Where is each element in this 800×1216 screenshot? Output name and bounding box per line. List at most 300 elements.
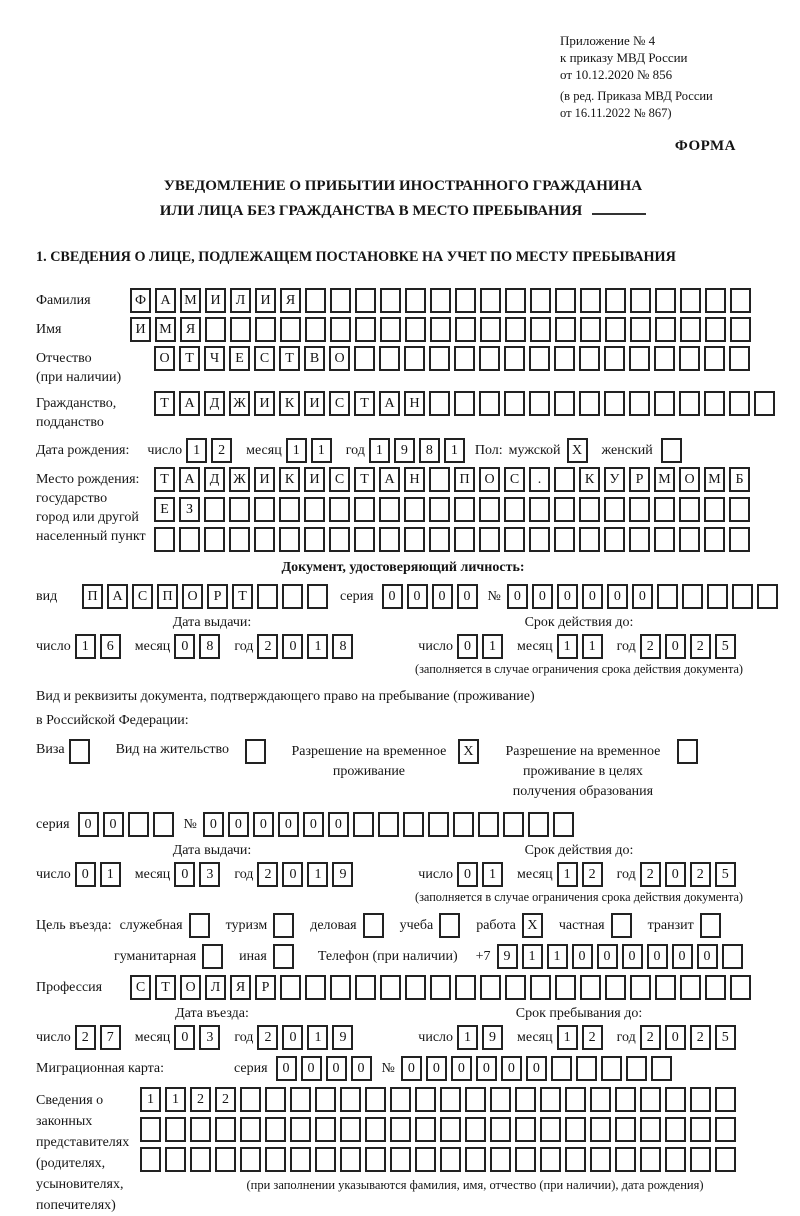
char-cell[interactable]: 0 xyxy=(75,862,96,887)
char-cell[interactable] xyxy=(204,497,225,522)
char-cell[interactable] xyxy=(190,1147,211,1172)
char-cell[interactable] xyxy=(355,317,376,342)
char-cell[interactable]: Д xyxy=(204,391,225,416)
char-cell[interactable] xyxy=(630,288,651,313)
char-cell[interactable] xyxy=(154,527,175,552)
char-cell[interactable] xyxy=(529,391,550,416)
char-cell[interactable] xyxy=(529,527,550,552)
char-cell[interactable] xyxy=(654,391,675,416)
char-cell[interactable] xyxy=(454,391,475,416)
char-cell[interactable]: 2 xyxy=(640,862,661,887)
char-cell[interactable]: Н xyxy=(404,467,425,492)
char-cell[interactable] xyxy=(504,497,525,522)
char-cell[interactable] xyxy=(604,497,625,522)
char-cell[interactable]: Я xyxy=(180,317,201,342)
char-cell[interactable]: В xyxy=(304,346,325,371)
char-cell[interactable]: 0 xyxy=(426,1056,447,1081)
char-cell[interactable] xyxy=(415,1147,436,1172)
char-cell[interactable] xyxy=(479,527,500,552)
char-cell[interactable] xyxy=(730,317,751,342)
char-cell[interactable] xyxy=(455,288,476,313)
char-cell[interactable] xyxy=(605,288,626,313)
char-cell[interactable] xyxy=(254,497,275,522)
char-cell[interactable]: Я xyxy=(230,975,251,1000)
char-cell[interactable] xyxy=(440,1147,461,1172)
char-cell[interactable] xyxy=(282,584,303,609)
char-cell[interactable]: П xyxy=(82,584,103,609)
char-cell[interactable] xyxy=(379,497,400,522)
char-cell[interactable] xyxy=(479,497,500,522)
char-cell[interactable]: С xyxy=(504,467,525,492)
char-cell[interactable] xyxy=(626,1056,647,1081)
char-cell[interactable] xyxy=(380,975,401,1000)
char-cell[interactable] xyxy=(453,812,474,837)
char-cell[interactable] xyxy=(505,317,526,342)
char-cell[interactable] xyxy=(305,317,326,342)
char-cell[interactable]: 1 xyxy=(547,944,568,969)
char-cell[interactable]: 0 xyxy=(665,862,686,887)
char-cell[interactable] xyxy=(480,288,501,313)
char-cell[interactable] xyxy=(757,584,778,609)
char-cell[interactable] xyxy=(480,975,501,1000)
char-cell[interactable] xyxy=(553,812,574,837)
char-cell[interactable]: 0 xyxy=(282,862,303,887)
char-cell[interactable] xyxy=(554,467,575,492)
char-cell[interactable] xyxy=(255,317,276,342)
char-cell[interactable] xyxy=(254,527,275,552)
char-cell[interactable] xyxy=(315,1087,336,1112)
char-cell[interactable] xyxy=(707,584,728,609)
residence-permit-checkbox[interactable] xyxy=(245,739,266,764)
char-cell[interactable]: И xyxy=(130,317,151,342)
char-cell[interactable] xyxy=(140,1117,161,1142)
char-cell[interactable]: 2 xyxy=(211,438,232,463)
char-cell[interactable] xyxy=(455,975,476,1000)
char-cell[interactable]: 9 xyxy=(394,438,415,463)
char-cell[interactable] xyxy=(615,1087,636,1112)
char-cell[interactable] xyxy=(415,1087,436,1112)
char-cell[interactable]: 0 xyxy=(526,1056,547,1081)
char-cell[interactable] xyxy=(429,467,450,492)
char-cell[interactable]: Т xyxy=(154,391,175,416)
char-cell[interactable] xyxy=(428,812,449,837)
char-cell[interactable]: . xyxy=(529,467,550,492)
char-cell[interactable]: 0 xyxy=(457,584,478,609)
char-cell[interactable] xyxy=(153,812,174,837)
char-cell[interactable]: 0 xyxy=(507,584,528,609)
char-cell[interactable] xyxy=(315,1147,336,1172)
char-cell[interactable] xyxy=(551,1056,572,1081)
char-cell[interactable] xyxy=(390,1147,411,1172)
char-cell[interactable]: 2 xyxy=(640,1025,661,1050)
char-cell[interactable]: 2 xyxy=(257,1025,278,1050)
char-cell[interactable] xyxy=(215,1117,236,1142)
char-cell[interactable]: Т xyxy=(279,346,300,371)
char-cell[interactable] xyxy=(128,812,149,837)
char-cell[interactable]: 0 xyxy=(632,584,653,609)
char-cell[interactable] xyxy=(165,1117,186,1142)
char-cell[interactable] xyxy=(705,317,726,342)
char-cell[interactable]: М xyxy=(155,317,176,342)
char-cell[interactable]: С xyxy=(329,391,350,416)
char-cell[interactable]: 1 xyxy=(186,438,207,463)
char-cell[interactable] xyxy=(540,1147,561,1172)
char-cell[interactable] xyxy=(354,497,375,522)
char-cell[interactable] xyxy=(654,346,675,371)
char-cell[interactable] xyxy=(730,975,751,1000)
char-cell[interactable]: 0 xyxy=(665,1025,686,1050)
char-cell[interactable] xyxy=(529,497,550,522)
char-cell[interactable]: Л xyxy=(205,975,226,1000)
char-cell[interactable]: 3 xyxy=(199,862,220,887)
char-cell[interactable]: 0 xyxy=(282,1025,303,1050)
char-cell[interactable] xyxy=(257,584,278,609)
char-cell[interactable] xyxy=(729,346,750,371)
char-cell[interactable]: 0 xyxy=(572,944,593,969)
char-cell[interactable] xyxy=(403,812,424,837)
char-cell[interactable] xyxy=(405,288,426,313)
char-cell[interactable] xyxy=(280,317,301,342)
char-cell[interactable]: 0 xyxy=(382,584,403,609)
char-cell[interactable]: 2 xyxy=(582,862,603,887)
char-cell[interactable]: 2 xyxy=(257,862,278,887)
char-cell[interactable] xyxy=(565,1087,586,1112)
purpose-study-checkbox[interactable] xyxy=(439,913,460,938)
char-cell[interactable] xyxy=(305,975,326,1000)
char-cell[interactable]: 8 xyxy=(419,438,440,463)
char-cell[interactable]: К xyxy=(279,467,300,492)
char-cell[interactable] xyxy=(340,1147,361,1172)
char-cell[interactable] xyxy=(540,1117,561,1142)
char-cell[interactable] xyxy=(240,1117,261,1142)
char-cell[interactable]: 9 xyxy=(332,862,353,887)
char-cell[interactable] xyxy=(354,527,375,552)
char-cell[interactable] xyxy=(365,1147,386,1172)
char-cell[interactable] xyxy=(715,1087,736,1112)
char-cell[interactable] xyxy=(529,346,550,371)
purpose-official-checkbox[interactable] xyxy=(189,913,210,938)
char-cell[interactable] xyxy=(680,317,701,342)
char-cell[interactable] xyxy=(722,944,743,969)
char-cell[interactable]: 0 xyxy=(282,634,303,659)
char-cell[interactable] xyxy=(315,1117,336,1142)
char-cell[interactable]: Т xyxy=(354,391,375,416)
char-cell[interactable]: 0 xyxy=(326,1056,347,1081)
char-cell[interactable]: 2 xyxy=(75,1025,96,1050)
char-cell[interactable]: Т xyxy=(155,975,176,1000)
temp-residence-edu-checkbox[interactable] xyxy=(677,739,698,764)
char-cell[interactable]: 9 xyxy=(497,944,518,969)
char-cell[interactable]: 1 xyxy=(369,438,390,463)
char-cell[interactable] xyxy=(404,527,425,552)
char-cell[interactable] xyxy=(680,288,701,313)
char-cell[interactable] xyxy=(140,1147,161,1172)
char-cell[interactable] xyxy=(205,317,226,342)
char-cell[interactable] xyxy=(429,527,450,552)
char-cell[interactable] xyxy=(615,1147,636,1172)
char-cell[interactable] xyxy=(515,1087,536,1112)
char-cell[interactable] xyxy=(429,497,450,522)
char-cell[interactable] xyxy=(165,1147,186,1172)
char-cell[interactable]: 2 xyxy=(215,1087,236,1112)
char-cell[interactable] xyxy=(304,527,325,552)
char-cell[interactable] xyxy=(340,1117,361,1142)
char-cell[interactable] xyxy=(405,317,426,342)
char-cell[interactable] xyxy=(440,1117,461,1142)
char-cell[interactable] xyxy=(430,975,451,1000)
char-cell[interactable] xyxy=(730,288,751,313)
char-cell[interactable] xyxy=(576,1056,597,1081)
char-cell[interactable] xyxy=(555,288,576,313)
char-cell[interactable] xyxy=(604,391,625,416)
char-cell[interactable]: 1 xyxy=(582,634,603,659)
char-cell[interactable]: 0 xyxy=(328,812,349,837)
char-cell[interactable] xyxy=(380,317,401,342)
char-cell[interactable]: Б xyxy=(729,467,750,492)
char-cell[interactable] xyxy=(465,1087,486,1112)
char-cell[interactable] xyxy=(240,1087,261,1112)
char-cell[interactable] xyxy=(355,975,376,1000)
gender-male-checkbox[interactable]: X xyxy=(567,438,588,463)
char-cell[interactable] xyxy=(230,317,251,342)
char-cell[interactable]: 1 xyxy=(457,1025,478,1050)
char-cell[interactable]: А xyxy=(179,391,200,416)
char-cell[interactable]: 0 xyxy=(597,944,618,969)
char-cell[interactable]: И xyxy=(304,467,325,492)
char-cell[interactable]: О xyxy=(329,346,350,371)
char-cell[interactable]: Е xyxy=(229,346,250,371)
char-cell[interactable] xyxy=(629,527,650,552)
char-cell[interactable] xyxy=(515,1117,536,1142)
char-cell[interactable] xyxy=(279,497,300,522)
char-cell[interactable]: Я xyxy=(280,288,301,313)
char-cell[interactable] xyxy=(329,497,350,522)
char-cell[interactable] xyxy=(528,812,549,837)
char-cell[interactable] xyxy=(379,527,400,552)
char-cell[interactable]: 0 xyxy=(276,1056,297,1081)
char-cell[interactable]: Р xyxy=(207,584,228,609)
char-cell[interactable]: 0 xyxy=(457,862,478,887)
char-cell[interactable]: З xyxy=(179,497,200,522)
char-cell[interactable] xyxy=(380,288,401,313)
char-cell[interactable]: 8 xyxy=(199,634,220,659)
char-cell[interactable] xyxy=(604,346,625,371)
char-cell[interactable] xyxy=(679,391,700,416)
char-cell[interactable] xyxy=(605,317,626,342)
char-cell[interactable]: А xyxy=(155,288,176,313)
char-cell[interactable]: 0 xyxy=(501,1056,522,1081)
char-cell[interactable] xyxy=(330,975,351,1000)
char-cell[interactable]: Т xyxy=(354,467,375,492)
char-cell[interactable]: 1 xyxy=(482,862,503,887)
char-cell[interactable]: Р xyxy=(629,467,650,492)
char-cell[interactable]: Е xyxy=(154,497,175,522)
char-cell[interactable]: 0 xyxy=(351,1056,372,1081)
char-cell[interactable]: 9 xyxy=(482,1025,503,1050)
char-cell[interactable]: Ж xyxy=(229,391,250,416)
visa-checkbox[interactable] xyxy=(69,739,90,764)
char-cell[interactable]: А xyxy=(179,467,200,492)
char-cell[interactable]: 0 xyxy=(451,1056,472,1081)
char-cell[interactable] xyxy=(405,975,426,1000)
char-cell[interactable] xyxy=(390,1117,411,1142)
char-cell[interactable] xyxy=(530,317,551,342)
char-cell[interactable] xyxy=(530,288,551,313)
char-cell[interactable]: С xyxy=(329,467,350,492)
char-cell[interactable] xyxy=(580,975,601,1000)
char-cell[interactable] xyxy=(330,317,351,342)
char-cell[interactable] xyxy=(479,391,500,416)
char-cell[interactable] xyxy=(290,1147,311,1172)
char-cell[interactable]: 2 xyxy=(582,1025,603,1050)
char-cell[interactable] xyxy=(705,288,726,313)
char-cell[interactable] xyxy=(732,584,753,609)
char-cell[interactable] xyxy=(705,975,726,1000)
char-cell[interactable] xyxy=(682,584,703,609)
purpose-tourism-checkbox[interactable] xyxy=(273,913,294,938)
char-cell[interactable] xyxy=(651,1056,672,1081)
char-cell[interactable] xyxy=(680,975,701,1000)
char-cell[interactable]: 3 xyxy=(199,1025,220,1050)
char-cell[interactable]: О xyxy=(479,467,500,492)
char-cell[interactable] xyxy=(330,288,351,313)
char-cell[interactable]: М xyxy=(654,467,675,492)
char-cell[interactable] xyxy=(605,975,626,1000)
char-cell[interactable] xyxy=(430,317,451,342)
char-cell[interactable]: 0 xyxy=(407,584,428,609)
char-cell[interactable] xyxy=(429,391,450,416)
char-cell[interactable] xyxy=(754,391,775,416)
char-cell[interactable] xyxy=(555,975,576,1000)
char-cell[interactable] xyxy=(329,527,350,552)
char-cell[interactable] xyxy=(179,527,200,552)
char-cell[interactable] xyxy=(654,527,675,552)
char-cell[interactable] xyxy=(240,1147,261,1172)
char-cell[interactable] xyxy=(704,391,725,416)
char-cell[interactable]: С xyxy=(254,346,275,371)
char-cell[interactable] xyxy=(429,346,450,371)
char-cell[interactable]: 1 xyxy=(557,634,578,659)
char-cell[interactable] xyxy=(554,497,575,522)
char-cell[interactable]: П xyxy=(157,584,178,609)
char-cell[interactable]: 9 xyxy=(332,1025,353,1050)
char-cell[interactable]: Л xyxy=(230,288,251,313)
char-cell[interactable]: 2 xyxy=(690,1025,711,1050)
char-cell[interactable] xyxy=(630,975,651,1000)
char-cell[interactable] xyxy=(290,1087,311,1112)
char-cell[interactable] xyxy=(590,1147,611,1172)
char-cell[interactable] xyxy=(540,1087,561,1112)
char-cell[interactable]: Т xyxy=(154,467,175,492)
char-cell[interactable] xyxy=(265,1087,286,1112)
char-cell[interactable] xyxy=(490,1147,511,1172)
char-cell[interactable]: 1 xyxy=(557,1025,578,1050)
char-cell[interactable] xyxy=(204,527,225,552)
char-cell[interactable] xyxy=(404,346,425,371)
char-cell[interactable]: 0 xyxy=(476,1056,497,1081)
char-cell[interactable] xyxy=(579,346,600,371)
char-cell[interactable]: О xyxy=(180,975,201,1000)
char-cell[interactable]: М xyxy=(704,467,725,492)
char-cell[interactable] xyxy=(454,346,475,371)
char-cell[interactable]: 0 xyxy=(278,812,299,837)
char-cell[interactable] xyxy=(565,1117,586,1142)
char-cell[interactable] xyxy=(601,1056,622,1081)
char-cell[interactable]: 1 xyxy=(165,1087,186,1112)
char-cell[interactable] xyxy=(465,1147,486,1172)
char-cell[interactable]: 2 xyxy=(640,634,661,659)
char-cell[interactable] xyxy=(630,317,651,342)
char-cell[interactable] xyxy=(729,527,750,552)
char-cell[interactable] xyxy=(579,391,600,416)
char-cell[interactable] xyxy=(365,1087,386,1112)
char-cell[interactable]: 0 xyxy=(672,944,693,969)
char-cell[interactable] xyxy=(378,812,399,837)
char-cell[interactable]: О xyxy=(154,346,175,371)
char-cell[interactable] xyxy=(640,1117,661,1142)
char-cell[interactable] xyxy=(679,497,700,522)
char-cell[interactable] xyxy=(515,1147,536,1172)
char-cell[interactable]: 0 xyxy=(103,812,124,837)
char-cell[interactable] xyxy=(480,317,501,342)
char-cell[interactable] xyxy=(690,1117,711,1142)
char-cell[interactable]: 1 xyxy=(482,634,503,659)
purpose-other-checkbox[interactable] xyxy=(273,944,294,969)
char-cell[interactable] xyxy=(440,1087,461,1112)
char-cell[interactable] xyxy=(690,1087,711,1112)
char-cell[interactable] xyxy=(365,1117,386,1142)
char-cell[interactable] xyxy=(265,1147,286,1172)
char-cell[interactable]: 1 xyxy=(140,1087,161,1112)
char-cell[interactable]: 0 xyxy=(582,584,603,609)
char-cell[interactable] xyxy=(704,346,725,371)
char-cell[interactable]: О xyxy=(679,467,700,492)
char-cell[interactable]: 1 xyxy=(307,634,328,659)
char-cell[interactable]: 0 xyxy=(253,812,274,837)
char-cell[interactable] xyxy=(479,346,500,371)
char-cell[interactable] xyxy=(307,584,328,609)
purpose-transit-checkbox[interactable] xyxy=(700,913,721,938)
char-cell[interactable] xyxy=(430,288,451,313)
char-cell[interactable] xyxy=(629,391,650,416)
char-cell[interactable] xyxy=(655,975,676,1000)
char-cell[interactable] xyxy=(504,527,525,552)
char-cell[interactable]: 0 xyxy=(303,812,324,837)
char-cell[interactable] xyxy=(304,497,325,522)
char-cell[interactable] xyxy=(729,391,750,416)
char-cell[interactable] xyxy=(465,1117,486,1142)
char-cell[interactable] xyxy=(665,1117,686,1142)
char-cell[interactable]: 0 xyxy=(432,584,453,609)
char-cell[interactable]: И xyxy=(255,288,276,313)
char-cell[interactable]: У xyxy=(604,467,625,492)
char-cell[interactable]: 2 xyxy=(690,862,711,887)
char-cell[interactable]: К xyxy=(279,391,300,416)
char-cell[interactable]: А xyxy=(379,467,400,492)
char-cell[interactable] xyxy=(355,288,376,313)
char-cell[interactable] xyxy=(657,584,678,609)
temp-residence-checkbox[interactable]: X xyxy=(458,739,479,764)
char-cell[interactable]: 1 xyxy=(286,438,307,463)
char-cell[interactable]: П xyxy=(454,467,475,492)
char-cell[interactable]: Н xyxy=(404,391,425,416)
char-cell[interactable]: 0 xyxy=(647,944,668,969)
char-cell[interactable]: Т xyxy=(179,346,200,371)
char-cell[interactable] xyxy=(340,1087,361,1112)
char-cell[interactable]: Ж xyxy=(229,467,250,492)
char-cell[interactable] xyxy=(655,317,676,342)
char-cell[interactable]: М xyxy=(180,288,201,313)
